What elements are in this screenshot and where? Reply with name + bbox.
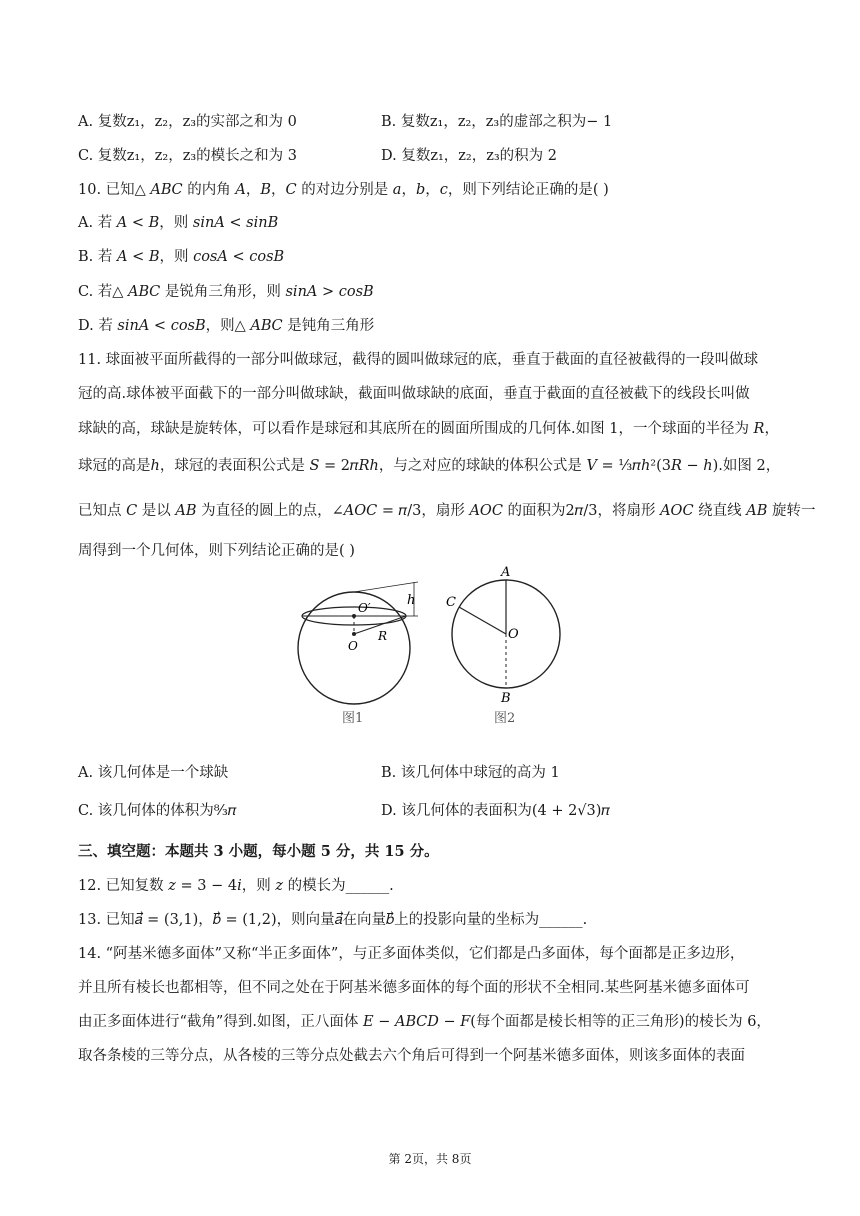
q9-option-c: C. 复数z₁，z₂，z₃的模长之和为 3 (78, 148, 297, 164)
q11-stem-line6: 周得到一个几何体，则下列结论正确的是( ) (78, 543, 355, 559)
q11-option-b: B. 该几何体中球冠的高为 1 (381, 765, 560, 781)
q9-option-d: D. 复数z₁，z₂，z₃的积为 2 (381, 148, 558, 164)
q10-option-c: C. 若△ 𝐴𝐵𝐶 是锐角三角形，则 𝑠𝑖𝑛𝐴 > 𝑐𝑜𝑠𝐵 (78, 284, 374, 300)
q11-stem-line2: 冠的高.球体被平面截下的一部分叫做球缺，截面叫做球缺的底面，垂直于截面的直径被截下的线段长叫做 (78, 386, 750, 402)
label-h: h (407, 593, 416, 608)
q10-option-b: B. 若 𝐴 < 𝐵，则 𝑐𝑜𝑠𝐴 < 𝑐𝑜𝑠𝐵 (78, 249, 285, 265)
q14-line1: 14. “阿基米德多面体”又称“半正多面体”，与正多面体类似，它们都是凸多面体，每个面都是正多边形， (78, 946, 745, 962)
q10-option-d: D. 若 𝑠𝑖𝑛𝐴 < 𝑐𝑜𝑠𝐵，则△ 𝐴𝐵𝐶 是钝角三角形 (78, 318, 375, 334)
page-footer: 第 2页，共 8页 (388, 1152, 472, 1166)
figure-1-caption: 图1 (342, 711, 364, 726)
q11-stem-line3: 球缺的高，球缺是旋转体，可以看作是球冠和其底所在的圆面所围成的几何体.如图 1，一个球面的半径为 𝑅， (78, 421, 779, 437)
figure-2-circle (440, 560, 570, 730)
label-b: B (501, 691, 511, 706)
section-3-heading: 三、填空题：本题共 3 小题，每小题 5 分，共 15 分。 (78, 843, 439, 860)
label-o: O (348, 639, 358, 653)
label-c: C (446, 595, 456, 610)
q11-stem-line4: 球冠的高是ℎ，球冠的表面积公式是 𝑆 = 2𝜋𝑅ℎ，与之对应的球缺的体积公式是 𝑉 = ⅓𝜋ℎ²(3𝑅 − ℎ).如图 2， (78, 458, 781, 474)
q11-option-a: A. 该几何体是一个球缺 (78, 765, 229, 781)
label-o-prime: O′ (358, 601, 371, 615)
label-a: A (501, 565, 511, 580)
q11-option-d: D. 该几何体的表面积为(4 + 2√3)𝜋 (381, 803, 611, 819)
figure-2-caption: 图2 (494, 711, 516, 726)
label-r: R (378, 629, 388, 643)
label-o-fig2: O (508, 627, 519, 642)
q13: 13. 已知𝑎⃗ = (3,1)，𝑏⃗ = (1,2)，则向量𝑎⃗在向量𝑏⃗上的投影向量的坐标为______. (78, 912, 588, 928)
q11-stem-line5: 已知点 𝐶 是以 𝐴𝐵 为直径的圆上的点，∠𝐴𝑂𝐶 = 𝜋/3，扇形 𝐴𝑂𝐶 的面积为2𝜋/3，将扇形 𝐴𝑂𝐶 绕直线 𝐴𝐵 旋转一 (78, 503, 816, 519)
q11-option-c: C. 该几何体的体积为⁸⁄₃𝜋 (78, 803, 237, 819)
q11-stem-line1: 11. 球面被平面所截得的一部分叫做球冠，截得的圆叫做球冠的底，垂直于截面的直径被截得的一段叫做球 (78, 352, 759, 368)
q10-option-a: A. 若 𝐴 < 𝐵，则 𝑠𝑖𝑛𝐴 < 𝑠𝑖𝑛𝐵 (78, 215, 279, 231)
q14-line4: 取各条棱的三等分点，从各棱的三等分点处截去六个角后可得到一个阿基米德多面体，则该多面体的表面 (78, 1048, 745, 1064)
q10-stem: 10. 已知△ 𝐴𝐵𝐶 的内角 𝐴，𝐵，𝐶 的对边分别是 𝑎，𝑏，𝑐，则下列结论正确的是( ) (78, 182, 609, 198)
q14-line2: 并且所有棱长也都相等，但不同之处在于阿基米德多面体的每个面的形状不全相同.某些阿基米德多面体可 (78, 980, 750, 996)
figure-1-sphere-cap (290, 570, 440, 730)
q9-option-a: A. 复数z₁，z₂，z₃的实部之和为 0 (78, 114, 297, 130)
q12: 12. 已知复数 𝑧 = 3 − 4𝑖，则 𝑧 的模长为______. (78, 878, 394, 894)
q9-option-b: B. 复数z₁，z₂，z₃的虚部之积为− 1 (381, 114, 613, 130)
q14-line3: 由正多面体进行“截角”得到.如图，正八面体 𝐸 − 𝐴𝐵𝐶𝐷 − 𝐹(每个面都是棱长相等的正三角形)的棱长为 6， (78, 1014, 771, 1030)
